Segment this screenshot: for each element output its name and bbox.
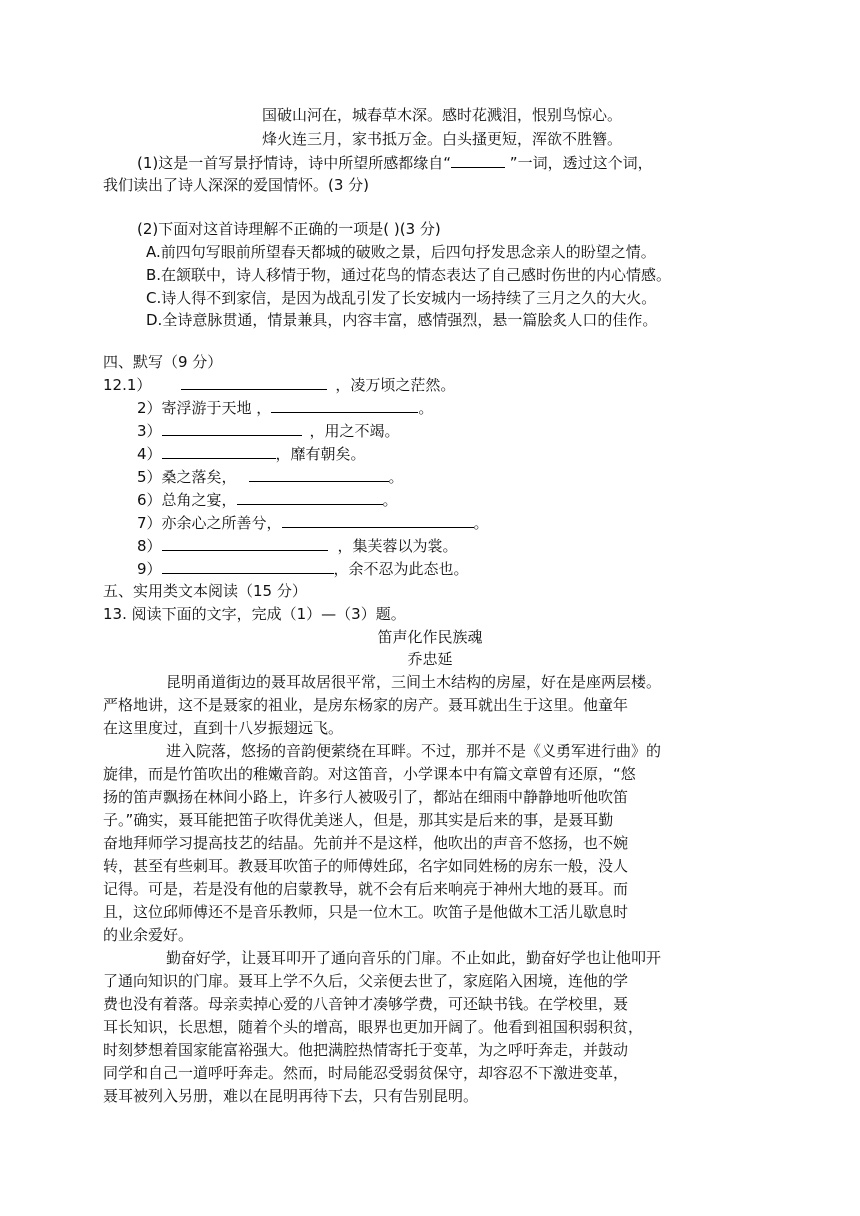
dictation-item-prompt-end: ，集芙蓉以为裳。 <box>337 537 458 555</box>
option-b: B.在颔联中，诗人移情于物，通过花鸟的情态表达了自己感时伤世的内心情感。 <box>146 266 672 284</box>
dictation-item-prompt: 2）寄浮游于天地 ， <box>137 399 272 417</box>
dictation-item-prompt: 7）亦余心之所善兮， <box>137 514 282 532</box>
dictation-item <box>137 420 400 442</box>
dictation-item-prompt: 8） <box>137 537 162 555</box>
paragraph-line: 同学和自己一道呼吁奔走。然而，时局能忍受弱贫保守，却容忍不下激进变革， <box>103 1064 629 1082</box>
dictation-item-prompt: 9） <box>137 560 162 578</box>
paragraph-line: 费也没有着落。母亲卖掉心爱的八音钟才凑够学费，可还缺书钱。在学校里，聂 <box>103 995 629 1013</box>
answer-blank[interactable] <box>162 443 276 459</box>
dictation-item-prompt-end: 。 <box>388 468 404 486</box>
dictation-item-prompt-end: ，凌万顷之茫然。 <box>335 376 456 394</box>
paragraph-line: 扬的笛声飘扬在林间小路上，许多行人被吸引了，都站在细雨中静静地听他吹笛 <box>103 788 629 806</box>
dictation-item-prompt-end: ，余不忍为此态也。 <box>333 560 469 578</box>
question-11-2-stem: (2)下面对这首诗理解不正确的一项是( )(3 分) <box>137 220 441 238</box>
dictation-item <box>137 489 398 511</box>
paragraph-line: 记得。可是，若是没有他的启蒙教导，就不会有后来响亮于神州大地的聂耳。而 <box>103 880 629 898</box>
paragraph-line: 聂耳被列入另册，难以在昆明再待下去，只有告别昆明。 <box>103 1087 479 1105</box>
dictation-item-prompt: 5）桑之落矣， <box>137 468 237 486</box>
answer-blank[interactable] <box>282 512 474 528</box>
answer-blank[interactable] <box>237 489 383 505</box>
dictation-item-prompt-end: 。 <box>382 491 398 509</box>
dictation-item-prompt-end: 。 <box>418 399 434 417</box>
dictation-item-prompt-end: ，用之不竭。 <box>309 422 400 440</box>
answer-blank[interactable] <box>181 374 327 390</box>
paragraph-line: 耳长知识，长思想，随着个头的增高，眼界也更加开阔了。他看到祖国积弱积贫， <box>103 1018 644 1036</box>
poem-line-1: 国破山河在，城春草木深。感时花溅泪，恨别鸟惊心。 <box>262 106 623 124</box>
dictation-item <box>103 374 455 396</box>
option-c: C.诗人得不到家信，是因为战乱引发了长安城内一场持续了三月之久的大火。 <box>146 289 657 307</box>
dictation-item-prompt: 6）总角之宴， <box>137 491 237 509</box>
dictation-item-prompt: 4） <box>137 445 162 463</box>
answer-blank[interactable] <box>271 397 418 413</box>
question-11-1 <box>137 152 653 174</box>
dictation-item-prompt-end: ，靡有朝矣。 <box>275 445 366 463</box>
answer-blank[interactable] <box>162 535 328 551</box>
paragraph-line: 了通向知识的门扉。聂耳上学不久后，父亲便去世了，家庭陷入困境，连他的学 <box>103 972 629 990</box>
answer-blank[interactable] <box>162 420 302 436</box>
paragraph-line: 且，这位邱师傅还不是音乐教师，只是一位木工。吹笛子是他做木工活儿歇息时 <box>103 903 629 921</box>
paragraph-line: 进入院落，悠扬的音韵便萦绕在耳畔。不过，那并不是《义勇军进行曲》的 <box>166 742 662 760</box>
dictation-item <box>137 558 469 580</box>
option-d: D.全诗意脉贯通，情景兼具，内容丰富，感情强烈，悬一篇脍炙人口的佳作。 <box>146 311 658 329</box>
option-a: A.前四句写眼前所望春天都城的破败之景，后四句抒发思念亲人的盼望之情。 <box>146 243 656 261</box>
dictation-item <box>137 443 366 465</box>
paragraph-line: 勤奋好学，让聂耳叩开了通向音乐的门扉。不止如此，勤奋好学也让他叩开 <box>166 949 662 967</box>
dictation-item-prompt: 12.1） <box>103 376 152 394</box>
question-11-1-continued: 我们读出了诗人深深的爱国情怀。(3 分) <box>103 176 370 194</box>
answer-blank[interactable] <box>162 558 334 574</box>
paragraph-line: 子。”确实，聂耳能把笛子吹得优美迷人，但是，那其实是后来的事，是聂耳勤 <box>103 811 614 829</box>
dictation-item <box>137 397 433 419</box>
paragraph-line: 在这里度过，直到十八岁振翅远飞。 <box>103 719 344 737</box>
paragraph-line: 转，甚至有些刺耳。教聂耳吹笛子的师傅姓邱，名字如同姓杨的房东一般，没人 <box>103 857 629 875</box>
article-author: 乔忠延 <box>407 650 453 668</box>
paragraph-line: 时刻梦想着国家能富裕强大。他把满腔热情寄托于变革，为之呼吁奔走，并鼓动 <box>103 1041 629 1059</box>
section-5-heading: 五、实用类文本阅读（15 分） <box>103 582 307 600</box>
paragraph-line: 严格地讲，这不是聂家的祖业，是房东杨家的房产。聂耳就出生于这里。他童年 <box>103 696 629 714</box>
dictation-item <box>137 535 458 557</box>
article-title: 笛声化作民族魂 <box>377 628 483 646</box>
paragraph-line: 旋律，而是竹笛吹出的稚嫩音韵。对这笛音，小学课本中有篇文章曾有还原，“悠 <box>103 765 636 783</box>
poem-line-2: 烽火连三月，家书抵万金。白头搔更短，浑欲不胜簪。 <box>262 130 623 148</box>
dictation-item <box>137 466 404 488</box>
section-4-heading: 四、默写（9 分） <box>103 353 223 371</box>
question-11-1-text-end: ”一词，透过这个词， <box>505 154 653 172</box>
paragraph-line: 的业余爱好。 <box>103 926 194 944</box>
answer-blank[interactable] <box>249 466 389 482</box>
question-11-1-text: (1)这是一首写景抒情诗，诗中所望所感都缘自“ <box>137 154 452 172</box>
paragraph-line: 奋地拜师学习提高技艺的结晶。先前并不是这样，他吹出的声音不悠扬，也不婉 <box>103 834 629 852</box>
question-13: 13. 阅读下面的文字，完成（1）—（3）题。 <box>103 605 406 623</box>
answer-blank[interactable] <box>451 152 505 168</box>
dictation-item-prompt: 3） <box>137 422 162 440</box>
dictation-item <box>137 512 489 534</box>
paragraph-line: 昆明甬道街边的聂耳故居很平常，三间土木结构的房屋，好在是座两层楼。 <box>166 673 662 691</box>
dictation-item-prompt-end: 。 <box>473 514 489 532</box>
